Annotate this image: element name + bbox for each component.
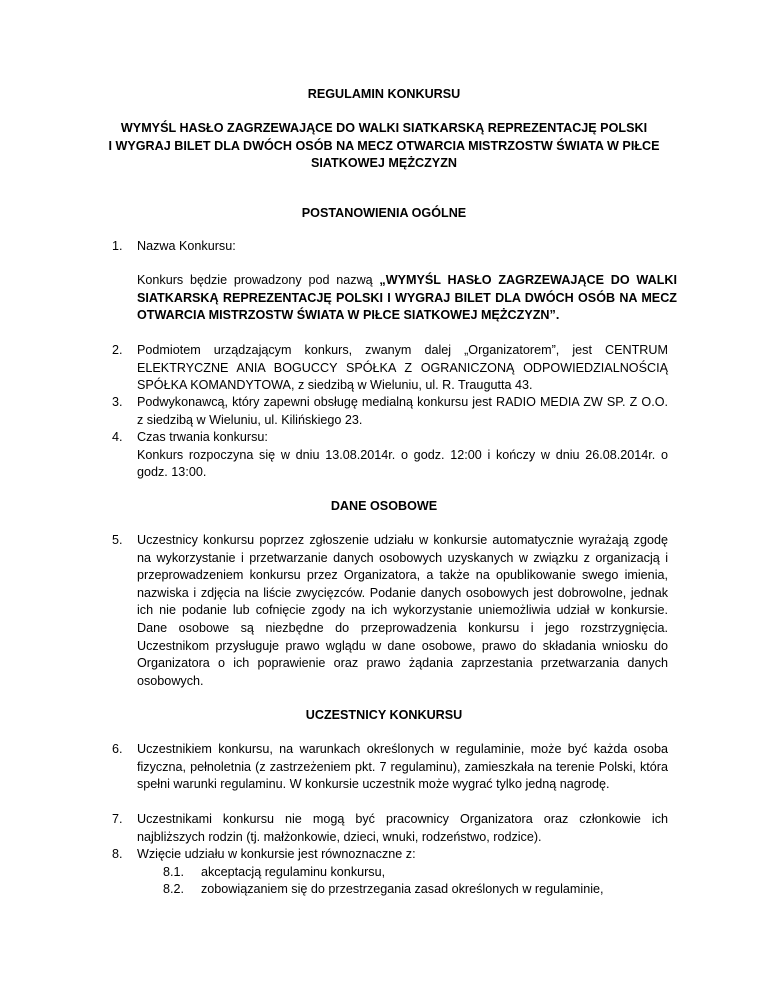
list-item-2 xyxy=(112,342,668,395)
sub-item-text: akceptacją regulaminu konkursu, xyxy=(201,865,386,879)
sub-item-number: 8.1. xyxy=(163,865,185,879)
list-item-5 xyxy=(112,532,668,690)
contest-name-bold: „WYMYŚL HASŁO ZAGRZEWAJĄCE DO WALKI SIATKARSKĄ REPREZENTACJĘ POLSKI I WYGRAJ BILET DLA DWÓCH OSÓB NA MECZ OTWARCIA MISTRZOSTW ŚWIATA W PIŁCE SIATKOWEJ MĘŻCZYZN”. xyxy=(137,273,677,323)
document-title: REGULAMIN KONKURSU xyxy=(307,87,461,101)
list-item-number: 8. xyxy=(112,847,123,861)
list-item-number: 5. xyxy=(112,533,123,547)
list-item-number: 3. xyxy=(112,395,123,409)
list-item-8 xyxy=(112,846,668,864)
list-item-1 xyxy=(112,238,668,256)
list-item-4 xyxy=(112,429,668,482)
sub-item-8-2 xyxy=(163,881,683,899)
sub-item-8-1 xyxy=(163,864,683,882)
contest-name-line-1: WYMYŚL HASŁO ZAGRZEWAJĄCE DO WALKI SIATKARSKĄ REPREZENTACJĘ POLSKI xyxy=(120,121,648,135)
list-item-text: Podmiotem urządzającym konkurs, zwanym dalej „Organizatorem”, jest CENTRUM ELEKTRYCZNE ANIA BOGUCCY SPÓŁKA Z OGRANICZONĄ ODPOWIEDZIALNOŚCIĄ SPÓŁKA KOMANDYTOWA, z siedzibą w Wieluniu, ul. R. Traugutta 43. xyxy=(137,343,668,393)
section-heading-participants: UCZESTNICY KONKURSU xyxy=(305,708,463,722)
contest-name-line-2: I WYGRAJ BILET DLA DWÓCH OSÓB NA MECZ OTWARCIA MISTRZOSTW ŚWIATA W PIŁCE xyxy=(108,138,660,153)
contest-name-heading xyxy=(100,120,668,173)
list-item-6 xyxy=(112,741,668,794)
list-item-detail: Konkurs rozpoczyna się w dniu 13.08.2014r. o godz. 12:00 i kończy w dniu 26.08.2014r. o godz. 13:00. xyxy=(137,447,668,480)
list-item-3 xyxy=(112,394,668,429)
list-item-text: Nazwa Konkursu: xyxy=(137,239,236,253)
list-item-text: Czas trwania konkursu: xyxy=(137,430,268,444)
section-heading-personal-data: DANE OSOBOWE xyxy=(330,499,438,513)
contest-name-paragraph xyxy=(137,272,677,325)
list-item-text: Uczestnicy konkursu poprzez zgłoszenie udziału w konkursie automatycznie wyrażają zgodę na wykorzystanie i przetwarzanie danych osobowych uzyskanych w związku z organizacją i przeprowadzeniem konkursu przez Organizatora, a także na opublikowanie swego imienia, nazwiska i zdjęcia na liście zwycięzców. Podanie danych osobowych jest dobrowolne, jednak ich nie podanie lub cofnięcie zgody na ich wykorzystanie uniemożliwia udział w konkursie. Dane osobowe są niezbędne do przeprowadzenia konkursu i jego rozstrzygnięcia. Uczestnikom przysługuje prawo wglądu w dane osobowe, prawo do składania wniosku do Organizatora o ich poprawienie oraz prawo żądania zaprzestania przetwarzania danych osobowych. xyxy=(137,533,668,688)
list-item-number: 2. xyxy=(112,343,123,357)
list-item-text: Podwykonawcą, który zapewni obsługę medialną konkursu jest RADIO MEDIA ZW SP. Z O.O. z siedzibą w Wieluniu, ul. Kilińskiego 23. xyxy=(137,395,668,427)
section-heading-general: POSTANOWIENIA OGÓLNE xyxy=(301,206,467,220)
list-item-number: 6. xyxy=(112,742,123,756)
list-item-text: Uczestnikiem konkursu, na warunkach określonych w regulaminie, może być każda osoba fizyczna, pełnoletnia (z zastrzeżeniem pkt. 7 regulaminu), zamieszkała na terenie Polski, która spełni warunki regulaminu. W konkursie uczestnik może wygrać tylko jedną nagrodę. xyxy=(137,742,668,792)
sub-item-text: zobowiązaniem się do przestrzegania zasad określonych w regulaminie, xyxy=(201,882,604,896)
list-item-number: 7. xyxy=(112,812,123,826)
contest-name-prefix: Konkurs będzie prowadzony pod nazwą xyxy=(137,273,380,287)
contest-name-line-3: SIATKOWEJ MĘŻCZYZN xyxy=(311,156,457,171)
list-item-number: 1. xyxy=(112,239,123,253)
sub-item-number: 8.2. xyxy=(163,882,185,896)
list-item-text: Wzięcie udziału w konkursie jest równoznaczne z: xyxy=(137,847,416,861)
list-item-number: 4. xyxy=(112,430,123,444)
list-item-7 xyxy=(112,811,668,846)
list-item-text: Uczestnikami konkursu nie mogą być pracownicy Organizatora oraz członkowie ich najbliższych rodzin (tj. małżonkowie, dzieci, wnuki, rodzeństwo, rodzice). xyxy=(137,812,668,844)
